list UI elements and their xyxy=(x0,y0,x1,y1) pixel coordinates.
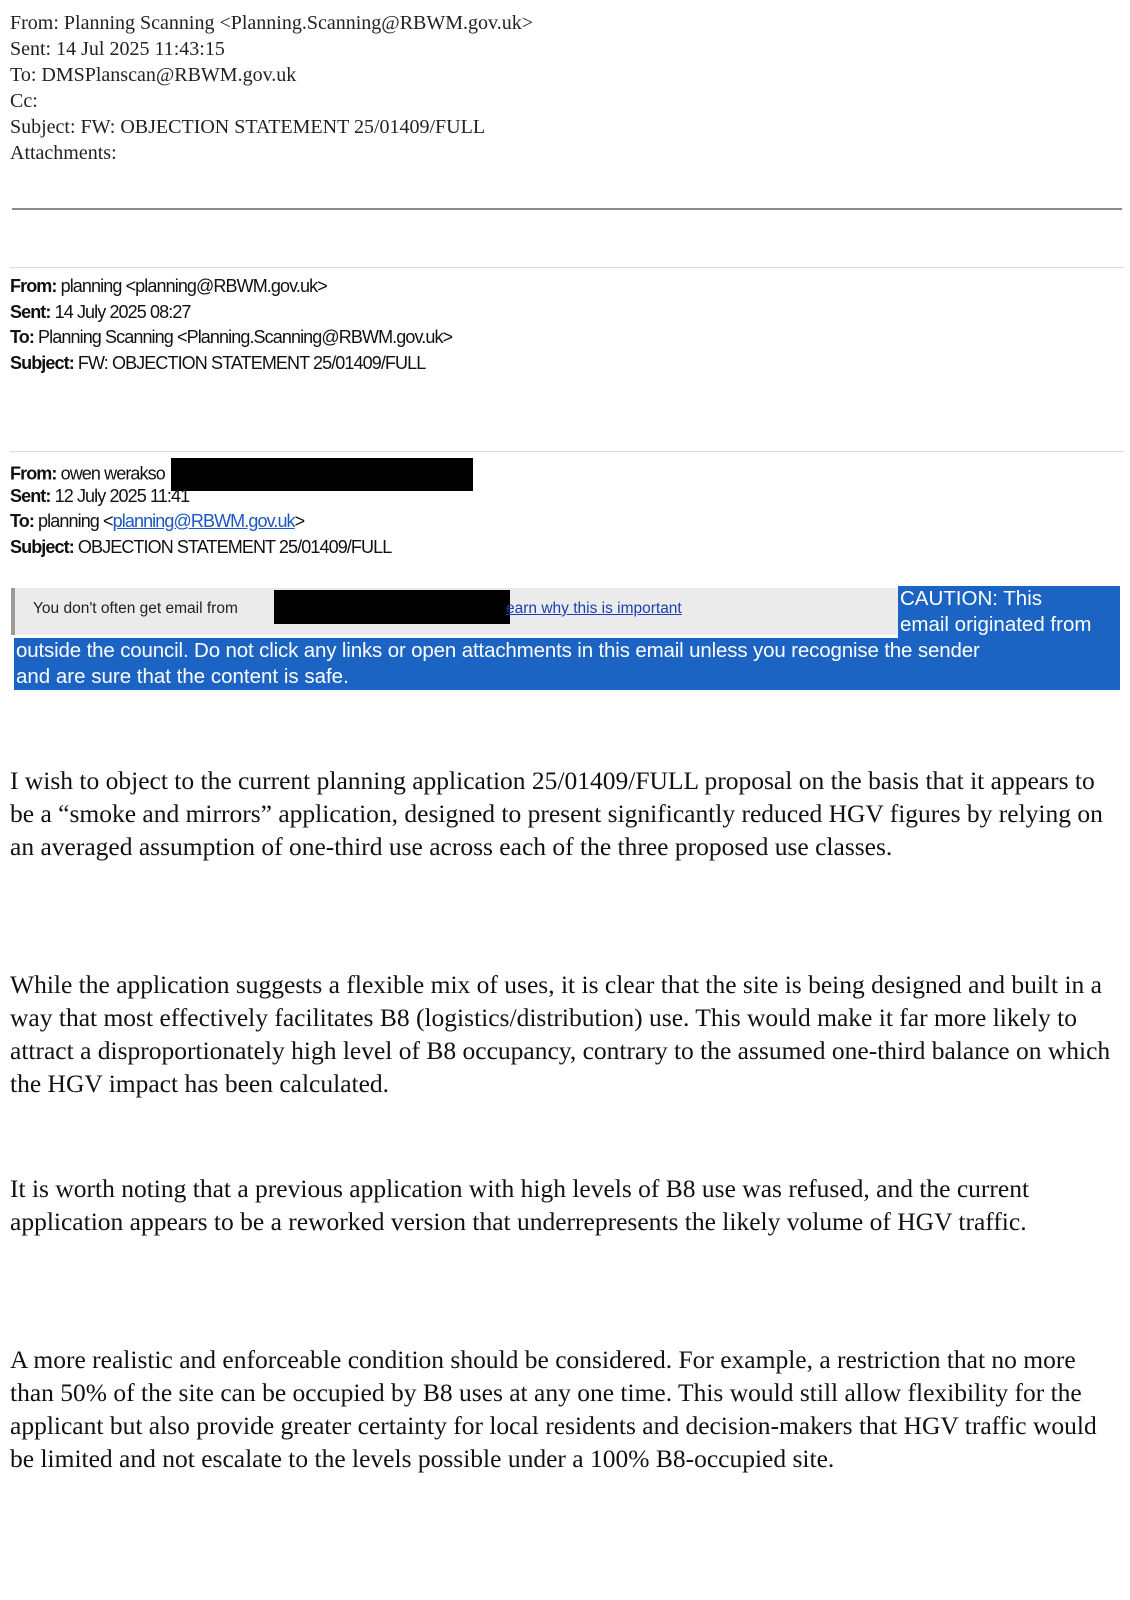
fwd1-sent-label: Sent: xyxy=(10,301,51,322)
fwd2-subject-label: Subject: xyxy=(10,536,74,557)
fwd2-to-label: To: xyxy=(10,511,34,531)
outer-subject: Subject: FW: OBJECTION STATEMENT 25/01409/FULL xyxy=(10,116,486,138)
fwd1-from-label: From: xyxy=(10,276,57,296)
fwd1-subject-value: FW: OBJECTION STATEMENT 25/01409/FULL xyxy=(73,352,426,373)
forward-divider-1 xyxy=(10,267,1125,268)
fwd2-from-label: From: xyxy=(10,463,57,484)
fwd2-to-suffix: > xyxy=(294,511,305,531)
fwd2-subject-value: OBJECTION STATEMENT 25/01409/FULL xyxy=(73,536,392,557)
fwd2-sent-value: 12 July 2025 11:41 xyxy=(50,485,190,506)
caution-line-3: outside the council. Do not click any links or open attachments in this email unless you recognise the sender xyxy=(16,639,980,662)
forward-divider-2 xyxy=(10,451,1125,452)
fwd1-to-label: To: xyxy=(10,327,34,347)
caution-line-2: email originated from xyxy=(900,613,1092,636)
caution-box-top xyxy=(898,586,1120,638)
outer-attachments: Attachments: xyxy=(10,142,117,164)
fwd1-to-value: Planning Scanning <Planning.Scanning@RBWM.gov.uk> xyxy=(33,327,453,347)
outer-email-header xyxy=(10,10,533,166)
header-divider xyxy=(12,208,1122,210)
forwarded-header-1 xyxy=(10,274,452,376)
fwd1-from-value: planning <planning@RBWM.gov.uk> xyxy=(56,276,327,296)
fwd2-sent-label: Sent: xyxy=(10,485,51,506)
redacted-sender xyxy=(274,590,510,624)
body-paragraph-2: While the application suggests a flexible mix of uses, it is clear that the site is being designed and built in a way that most effectively facilitates B8 (logistics/distribution) use. This would make it far more likely to attract a disproportionately high level of B8 occupancy, contrary to the assumed one-third balance on which the HGV impact has been calculated. xyxy=(10,970,1111,1098)
fwd1-subject-label: Subject: xyxy=(10,352,74,373)
outer-from: From: Planning Scanning <Planning.Scanning@RBWM.gov.uk> xyxy=(10,12,534,34)
redacted-email xyxy=(171,458,473,491)
fwd2-to-prefix: planning < xyxy=(33,511,113,531)
fwd1-sent-value: 14 July 2025 08:27 xyxy=(50,301,191,322)
outer-to: To: DMSPlanscan@RBWM.gov.uk xyxy=(10,64,297,86)
outer-cc: Cc: xyxy=(10,90,38,112)
outer-sent: Sent: 14 Jul 2025 11:43:15 xyxy=(10,38,225,60)
body-paragraph-3: It is worth noting that a previous application with high levels of B8 use was refused, and the current application appears to be a reworked version that underrepresents the likely volume of HGV traffic. xyxy=(10,1174,1030,1236)
planning-email-link[interactable]: planning@RBWM.gov.uk xyxy=(112,511,295,531)
caution-line-4: and are sure that the content is safe. xyxy=(16,665,349,688)
fwd2-from-value: owen werakso xyxy=(56,463,169,484)
forwarded-header-2 xyxy=(10,458,473,560)
body-paragraph-4: A more realistic and enforceable condition should be considered. For example, a restriction that no more than 50% of the site can be occupied by B8 uses at any one time. This would still allow flexibility for the applicant but also provide greater certainty for local residents and decision-makers that HGV traffic would be limited and not escalate to the levels possible under a 100% B8-occupied site. xyxy=(10,1345,1097,1473)
learn-why-link[interactable]: earn why this is important xyxy=(506,600,682,617)
caution-box-bottom xyxy=(14,638,1120,690)
sender-notice-text: You don't often get email from xyxy=(33,600,238,617)
body-paragraph-1: I wish to object to the current planning application 25/01409/FULL proposal on the basis that it appears to be a “smoke and mirrors” application, designed to present significantly reduced HGV figures by relying on an averaged assumption of one-third use across each of the three proposed use classes. xyxy=(10,766,1103,861)
caution-line-1: CAUTION: This xyxy=(900,587,1042,610)
